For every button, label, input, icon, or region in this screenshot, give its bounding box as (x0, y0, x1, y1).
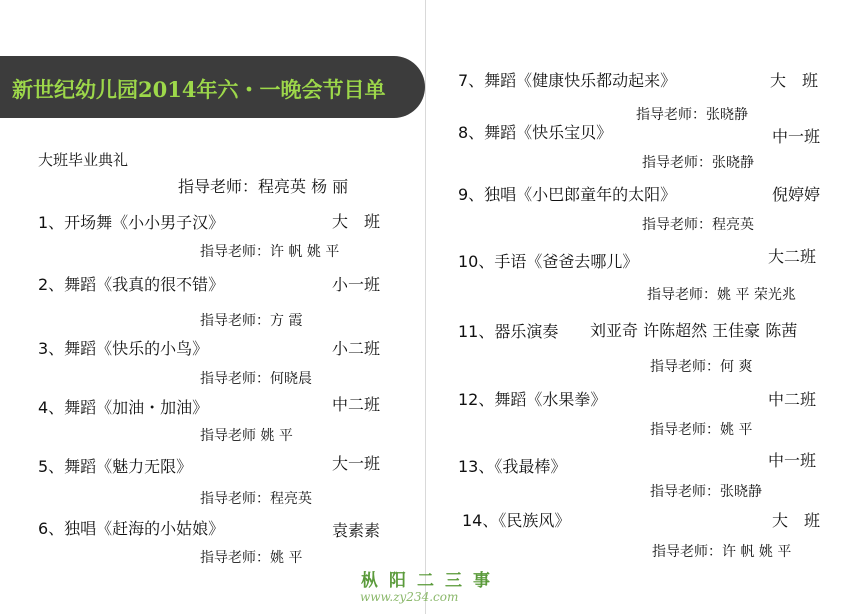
program-performer: 小一班 (332, 275, 381, 294)
program-teacher: 指导老师：许 帆 姚 平 (200, 244, 340, 260)
program-performer: 刘亚奇 许陈超然 王佳豪 陈茜 (590, 321, 798, 340)
program-performer: 大 班 (772, 511, 821, 530)
program-performer: 中二班 (332, 395, 381, 414)
program-teacher: 指导老师：姚 平 荣光兆 (647, 287, 796, 303)
program-teacher: 指导老师：姚 平 (200, 550, 303, 566)
program-teacher: 指导老师：姚 平 (650, 422, 753, 438)
page-title: 新世纪幼儿园2014年六・一晚会节目单 (12, 77, 386, 102)
program-performer: 大 班 (332, 212, 381, 231)
program-title: 11、器乐演奏 (458, 322, 559, 341)
program-title: 8、舞蹈《快乐宝贝》 (458, 123, 613, 142)
program-performer: 倪婷婷 (772, 185, 821, 204)
watermark-text: 枞阳二三事 (361, 571, 501, 591)
program-performer: 大一班 (332, 454, 381, 473)
program-title: 1、开场舞《小小男子汉》 (38, 213, 225, 232)
program-teacher: 指导老师：程亮英 (200, 491, 312, 507)
program-performer: 大二班 (768, 247, 817, 266)
program-performer: 袁素素 (332, 521, 381, 540)
program-performer: 中二班 (768, 390, 817, 409)
program-title: 10、手语《爸爸去哪儿》 (458, 252, 639, 271)
program-title: 13、《我最棒》 (458, 457, 567, 476)
program-title: 12、舞蹈《水果拳》 (458, 390, 607, 409)
program-title: 6、独唱《赶海的小姑娘》 (38, 519, 225, 538)
program-performer: 小二班 (332, 339, 381, 358)
program-teacher: 指导老师：张晓静 (636, 107, 748, 123)
program-title: 7、舞蹈《健康快乐都动起来》 (458, 71, 677, 90)
section-heading: 大班毕业典礼 (38, 151, 129, 169)
program-title: 4、舞蹈《加油・加油》 (38, 398, 209, 417)
page-fold-line (425, 0, 426, 614)
section-teachers: 指导老师：程亮英 杨 丽 (178, 177, 349, 196)
program-performer: 大 班 (770, 71, 819, 90)
program-title: 5、舞蹈《魅力无限》 (38, 457, 193, 476)
program-title: 2、舞蹈《我真的很不错》 (38, 275, 225, 294)
program-performer: 中一班 (772, 127, 821, 146)
program-teacher: 指导老师：方 霞 (200, 313, 303, 329)
program-teacher: 指导老师：程亮英 (642, 217, 754, 233)
program-teacher: 指导老师：何 爽 (650, 359, 753, 375)
program-performer: 中一班 (768, 451, 817, 470)
program-teacher: 指导老师：何晓晨 (200, 371, 312, 387)
program-teacher: 指导老师：许 帆 姚 平 (652, 544, 792, 560)
program-teacher: 指导老师：张晓静 (650, 484, 762, 500)
program-teacher: 指导老师：张晓静 (642, 155, 754, 171)
watermark-url: www.zy234.com (360, 590, 459, 604)
program-title: 9、独唱《小巴郎童年的太阳》 (458, 185, 677, 204)
program-title: 14、《民族风》 (462, 511, 571, 530)
program-teacher: 指导老师 姚 平 (200, 428, 293, 444)
program-title: 3、舞蹈《快乐的小鸟》 (38, 339, 209, 358)
